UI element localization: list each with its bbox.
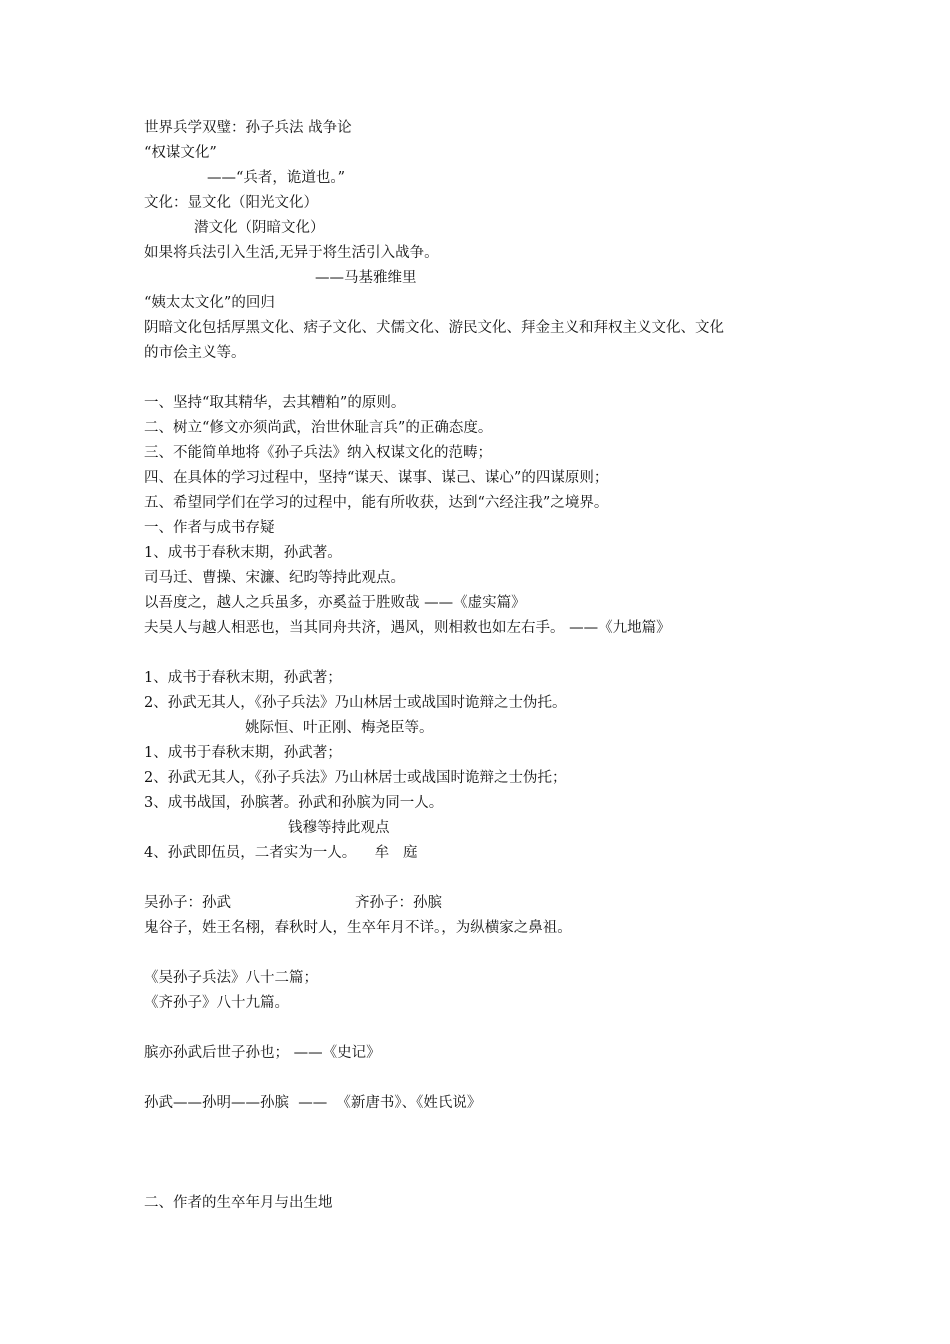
- doc-line: [144, 293, 275, 313]
- text: 潜文化（阴暗文化）: [194, 220, 325, 236]
- doc-line: [144, 768, 566, 788]
- doc-line: [288, 818, 390, 838]
- text: 姚际恒、叶正刚、梅尧臣等。: [245, 720, 434, 736]
- doc-line: [144, 193, 318, 213]
- text: ——“兵者，诡道也。”: [207, 170, 346, 186]
- doc-line: [144, 843, 418, 863]
- doc-heading: [144, 518, 275, 538]
- text: 一、坚持“取其精华，去其糟粕”的原则。: [144, 395, 406, 411]
- doc-line-quote: [207, 168, 345, 188]
- text: 《吴孙子兵法》八十二篇；: [144, 970, 318, 986]
- doc-line: [144, 993, 289, 1013]
- text: 以吾度之，越人之兵虽多，亦奚益于胜败哉 ——《虚实篇》: [144, 595, 526, 611]
- text: ——马基雅维里: [315, 270, 417, 286]
- text: 阴暗文化包括厚黑文化、痞子文化、犬儒文化、游民文化、拜金主义和拜权主义文化、文化: [144, 320, 724, 336]
- text: 二、作者的生卒年月与出生地: [144, 1195, 333, 1211]
- doc-line: [144, 693, 566, 713]
- text: 孙武——孙明——孙膑 —— 《新唐书》、《姓氏说》: [144, 1095, 482, 1111]
- text: 1、成书于春秋末期，孙武著；: [144, 745, 342, 761]
- doc-line: [144, 1043, 381, 1063]
- doc-line: [144, 968, 318, 988]
- text: 吴孙子：孙武: [144, 895, 231, 911]
- text: 夫吴人与越人相恶也，当其同舟共济，遇风，则相救也如左右手。 ——《九地篇》: [144, 620, 671, 636]
- text: 文化：显文化（阳光文化）: [144, 195, 318, 211]
- doc-line-title: [144, 118, 352, 138]
- doc-line: [144, 668, 342, 688]
- doc-line: [144, 793, 443, 813]
- doc-line: [144, 318, 724, 338]
- text: 的市侩主义等。: [144, 345, 246, 361]
- text: 三、不能简单地将《孙子兵法》纳入权谋文化的范畴；: [144, 445, 492, 461]
- doc-line: [144, 743, 342, 763]
- text: 齐孙子：孙膑: [355, 895, 442, 911]
- doc-line: [144, 468, 608, 488]
- text: 如果将兵法引入生活,无异于将生活引入战争。: [144, 245, 439, 261]
- text: 2、孙武无其人，《孙子兵法》乃山林居士或战国时诡辩之士伪托；: [144, 770, 567, 786]
- doc-line: [144, 143, 217, 163]
- doc-line: [144, 1093, 481, 1113]
- doc-line: [144, 893, 231, 913]
- doc-line: [144, 568, 405, 588]
- doc-line: [144, 918, 572, 938]
- text: 一、作者与成书存疑: [144, 520, 275, 536]
- text: 2、孙武无其人，《孙子兵法》乃山林居士或战国时诡辩之士伪托。: [144, 695, 567, 711]
- text: 钱穆等持此观点: [288, 820, 390, 836]
- text: 4、孙武即伍员，二者实为一人。 牟 庭: [144, 845, 418, 861]
- doc-line: [144, 618, 671, 638]
- text: 《齐孙子》八十九篇。: [144, 995, 289, 1011]
- doc-line: [144, 593, 526, 613]
- text: 世界兵学双璧：孙子兵法 战争论: [144, 120, 352, 136]
- text: “权谋文化”: [144, 145, 217, 161]
- doc-line: [245, 718, 434, 738]
- doc-line: [144, 543, 342, 563]
- doc-line: [144, 343, 246, 363]
- doc-line: [144, 493, 608, 513]
- text: 四、在具体的学习过程中，坚持“谋天、谋事、谋己、谋心”的四谋原则；: [144, 470, 609, 486]
- doc-line-attribution: [315, 268, 417, 288]
- text: 鬼谷子，姓王名栩，春秋时人，生卒年月不详。，为纵横家之鼻祖。: [144, 920, 572, 936]
- text: 二、树立“修文亦须尚武，治世休耻言兵”的正确态度。: [144, 420, 493, 436]
- doc-line: [144, 443, 492, 463]
- doc-line: [144, 243, 439, 263]
- text: “姨太太文化”的回归: [144, 295, 275, 311]
- text: 五、希望同学们在学习的过程中，能有所收获，达到“六经注我”之境界。: [144, 495, 609, 511]
- text: 膑亦孙武后世子孙也； ——《史记》: [144, 1045, 381, 1061]
- doc-line: [355, 893, 442, 913]
- text: 司马迁、曹操、宋濂、纪昀等持此观点。: [144, 570, 405, 586]
- doc-line: [144, 418, 492, 438]
- doc-heading: [144, 1193, 333, 1213]
- text: 3、成书战国，孙膑著。孙武和孙膑为同一人。: [144, 795, 444, 811]
- doc-line: [144, 393, 405, 413]
- doc-line: [194, 218, 325, 238]
- text: 1、成书于春秋末期，孙武著。: [144, 545, 342, 561]
- text: 1、成书于春秋末期，孙武著；: [144, 670, 342, 686]
